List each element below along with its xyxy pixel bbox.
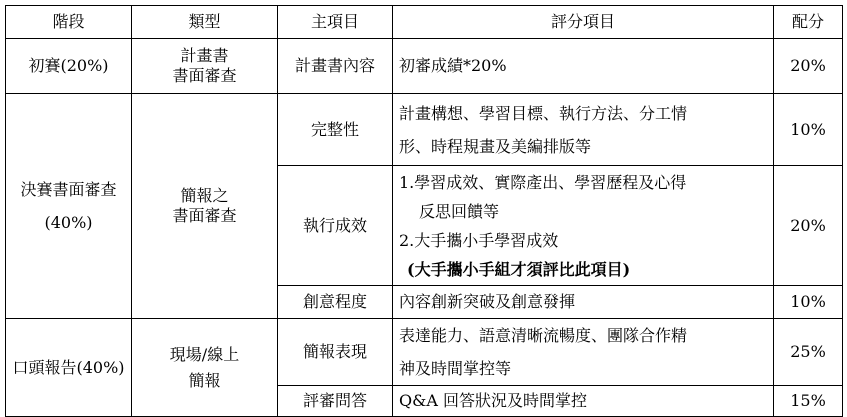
points-cell: 20% (774, 166, 843, 286)
scoring-table (5, 5, 843, 417)
stage-line: 決賽書面審查 (20, 180, 117, 199)
scoring-item-cell: 內容創新突破及創意發揮 (393, 286, 774, 319)
table-row-preliminary (6, 39, 843, 94)
main-item-cell: 完整性 (278, 94, 393, 166)
header-row (6, 6, 843, 39)
type-line: 書面審查 (172, 206, 237, 225)
stage-cell: 初賽(20%) (6, 39, 132, 94)
scoring-line: 2.大手攜小手學習成效 (399, 230, 559, 250)
table-row-presentation (6, 319, 843, 386)
scoring-item-cell (393, 94, 774, 166)
main-item-cell: 簡報表現 (278, 319, 393, 386)
type-line: 書面審查 (172, 66, 237, 85)
scoring-line: 反思回饋等 (419, 201, 500, 221)
type-line: 簡報之 (180, 186, 229, 205)
type-cell (132, 39, 278, 94)
type-cell (132, 94, 278, 319)
scoring-note: (大手攜小手組才須評比此項目) (407, 259, 631, 279)
points-cell: 10% (774, 94, 843, 166)
points-cell: 25% (774, 319, 843, 386)
scoring-line: 計畫構想、學習目標、執行方法、分工情 (399, 103, 688, 123)
header-scoring-item: 評分項目 (393, 6, 774, 39)
points-cell: 20% (774, 39, 843, 94)
scoring-item-cell (393, 319, 774, 386)
stage-line: (40%) (44, 213, 93, 232)
type-cell (132, 319, 278, 417)
table-row-completeness (6, 94, 843, 166)
main-item-cell: 計畫書內容 (278, 39, 393, 94)
type-line: 現場/線上 (169, 344, 240, 364)
header-type: 類型 (132, 6, 278, 39)
scoring-item-cell (393, 166, 774, 286)
header-stage: 階段 (6, 6, 132, 39)
scoring-line: 形、時程規畫及美編排版等 (399, 136, 592, 156)
header-points: 配分 (774, 6, 843, 39)
scoring-item-cell: Q&A 回答狀況及時間掌控 (393, 386, 774, 417)
main-item-cell: 創意程度 (278, 286, 393, 319)
type-line: 計畫書 (180, 46, 229, 65)
main-item-cell: 執行成效 (278, 166, 393, 286)
scoring-line: 神及時間掌控等 (399, 359, 512, 378)
points-cell: 10% (774, 286, 843, 319)
scoring-item-cell: 初審成績*20% (393, 39, 774, 94)
scoring-line: 表達能力、語意清晰流暢度、團隊合作精 (399, 326, 688, 345)
header-main-item: 主項目 (278, 6, 393, 39)
stage-cell: 口頭報告(40%) (6, 319, 132, 417)
scoring-line: 1.學習成效、實際產出、學習歷程及心得 (399, 172, 687, 192)
type-line: 簡報 (188, 370, 221, 390)
points-cell: 15% (774, 386, 843, 417)
stage-cell (6, 94, 132, 319)
main-item-cell: 評審問答 (278, 386, 393, 417)
